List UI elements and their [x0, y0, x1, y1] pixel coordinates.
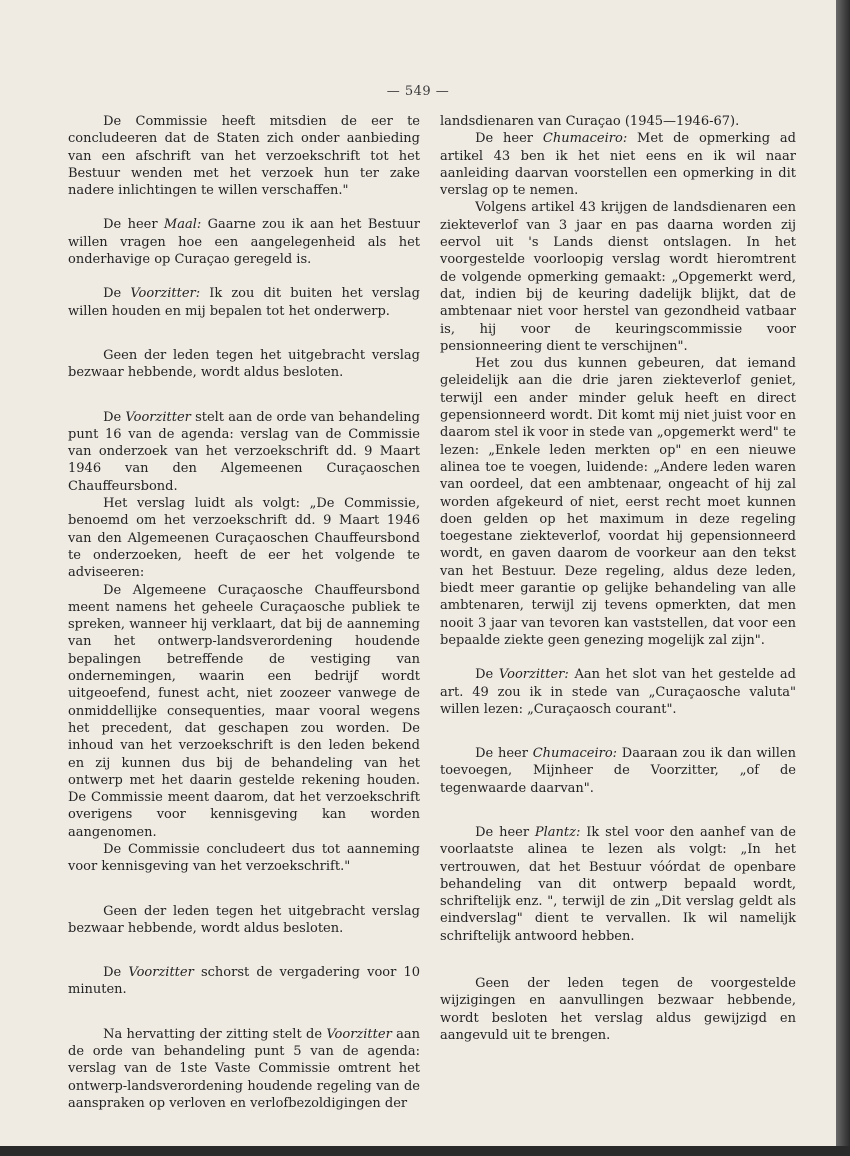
- paragraph: De Voorzitter: Ik zou dit buiten het verslag willen houden en mij bepalen tot het onderwerp.: [68, 286, 421, 319]
- paragraph: De heer Chumaceiro: Daaraan zou ik dan willen toevoegen, Mijnheer de Voorzitter, „of de tegenwaarde daarvan".: [440, 746, 797, 796]
- speaker-name: Plantz:: [534, 824, 581, 840]
- scan-edge: [836, 0, 850, 1156]
- paragraph: Geen der leden tegen de voorgestelde wijzigingen en aanvullingen bezwaar hebbende, wordt besloten het verslag aldus gewijzigd en aangevuld uit te brengen.: [440, 976, 796, 1043]
- paragraph: De heer Plantz: Ik stel voor den aanhef van de voorlaatste alinea te lezen als volgt: „In het vertrouwen, dat het Bestuur vóórdat de openbare behandeling van dit ontwerp bepaald wordt, schriftelijk enz. ", terwijl de zin „Dit verslag geldt als eindverslag" dient te vervallen. Ik wil namelijk schriftelijk antwoord hebben.: [440, 824, 796, 944]
- speaker-name: Maal:: [163, 217, 202, 233]
- paragraph: Na hervatting der zitting stelt de Voorzitter aan de orde van behandeling punt 5 van de agenda: verslag van de 1ste Vaste Commissie omtrent het ontwerp-landsverordening houdende regeling van de aanspraken op verloven en verlofbezoldigingen der: [68, 1026, 420, 1111]
- speaker-name: Voorzitter: [125, 409, 191, 425]
- paragraph: Het zou dus kunnen gebeuren, dat iemand geleidelijk aan die drie jaren ziekteverlof geniet, terwijl een ander minder geluk heeft en direct gepensionneerd wordt. Dit komt mij niet juist voor en daarom stel ik voor in stede van „opgemerkt werd" te lezen: „Enkele leden merkten op" en een nieuwe alinea toe te voegen, luidende: „Andere leden waren van oordeel, dat een ambtenaar, ongeacht of hij zal worden afgekeurd of niet, eerst recht moet kunnen doen gelden op het maximum in deze regeling toegestane ziekteverlof, voordat hij gepensionneerd wordt, en gaven daarom de voorkeur aan den tekst van het Bestuur. Deze regeling, aldus deze leden, biedt meer garantie op gelijke behandeling van alle ambtenaren, terwijl zij tevens opmerkten, dat men nooit 3 jaar van tevoren kan vaststellen, dat voor een bepaalde ziekte geen genezing mogelijk zal zijn".: [440, 356, 796, 648]
- paragraph: landsdienaren van Curaçao (1945—1946-67).: [440, 114, 740, 129]
- paragraph: Volgens artikel 43 krijgen de landsdienaren een ziekteverlof van 3 jaar en pas daarna worden zij eervol uit 's Lands dienst ontslagen. In het voorgestelde voorloopig verslag wordt hieromtrent de volgende opmerking gemaakt: „Opgemerkt werd, dat, indien bij de keuring dadelijk blijkt, dat de ambtenaar niet voor herstel van gezondheid vatbaar is, hij voor de keuringscommissie voor pensionneering dient te verschijnen".: [440, 200, 796, 354]
- paragraph: De Voorzitter stelt aan de orde van behandeling punt 16 van de agenda: verslag van de Commissie van onderzoek van het verzoekschrift dd. 9 Maart 1946 van den Algemeenen Curaçaoschen Chauffeursbond.: [68, 409, 421, 494]
- speaker-name: Voorzitter:: [130, 286, 201, 302]
- paragraph: De Voorzitter: Aan het slot van het gestelde ad art. 49 zou ik in stede van „Curaçaosche valuta" willen lezen: „Curaçaosch courant".: [440, 667, 796, 717]
- paragraph: Het verslag luidt als volgt: „De Commissie, benoemd om het verzoekschrift dd. 9 Maart 1946 van den Algemeenen Curaçaoschen Chauffeursbond te onderzoeken, heeft de eer het volgende te adviseeren:: [68, 496, 420, 581]
- paragraph: De heer Maal: Gaarne zou ik aan het Bestuur willen vragen hoe een aangelegenheid als het onderhavige op Curaçao geregeld is.: [68, 217, 420, 268]
- paragraph: Geen der leden tegen het uitgebracht verslag bezwaar hebbende, wordt aldus besloten.: [68, 347, 420, 381]
- page-number: — 549 —: [386, 84, 450, 99]
- paragraph: De Commissie heeft mitsdien de eer te concludeeren dat de Staten zich onder aanbieding van een afschrift van het verzoekschrift tot het Bestuur wenden met het verzoek hun ter zake nadere inlichtingen te willen verschaffen.": [68, 114, 420, 199]
- paragraph: De Voorzitter schorst de vergadering voor 10 minuten.: [68, 965, 421, 998]
- speaker-name: Chumaceiro:: [542, 131, 628, 147]
- paragraph: De Algemeene Curaçaosche Chauffeursbond meent namens het geheele Curaçaosche publiek te spreken, wanneer hij verklaart, dat bij de aanneming van het ontwerp-landsverordening houdende bepalingen betreffende de vestiging van ondernemingen, waarin een bedrijf wordt uitgeoefend, funest acht, niet zoozeer vanwege de onmiddellijke consequenties, maar vooral wegens het precedent, dat geschapen zou worden. De inhoud van het verzoekschrift is den leden bekend en zij kunnen dus bij de behandeling van het ontwerp met het daarin gestelde rekening houden. De Commissie meent daarom, dat het verzoekschrift overigens voor kennisgeving kan worden aangenomen.: [68, 582, 420, 840]
- left-column: [68, 113, 420, 1112]
- paragraph: Geen der leden tegen het uitgebracht verslag bezwaar hebbende, wordt aldus besloten.: [68, 903, 420, 936]
- paragraph: De Commissie concludeert dus tot aanneming voor kennisgeving van het verzoekschrift.": [68, 841, 420, 875]
- paragraph: De heer Chumaceiro: Met de opmerking ad artikel 43 ben ik het niet eens en ik wil naar aanleiding daarvan voorstellen een opmerking in dit verslag op te nemen.: [440, 131, 796, 199]
- speaker-name: Chumaceiro:: [532, 746, 618, 762]
- scan-edge-bottom: [0, 1146, 850, 1156]
- speaker-name: Voorzitter:: [498, 667, 569, 683]
- speaker-name: Voorzitter: [326, 1026, 392, 1042]
- right-column: [440, 113, 796, 1044]
- speaker-name: Voorzitter: [128, 965, 194, 981]
